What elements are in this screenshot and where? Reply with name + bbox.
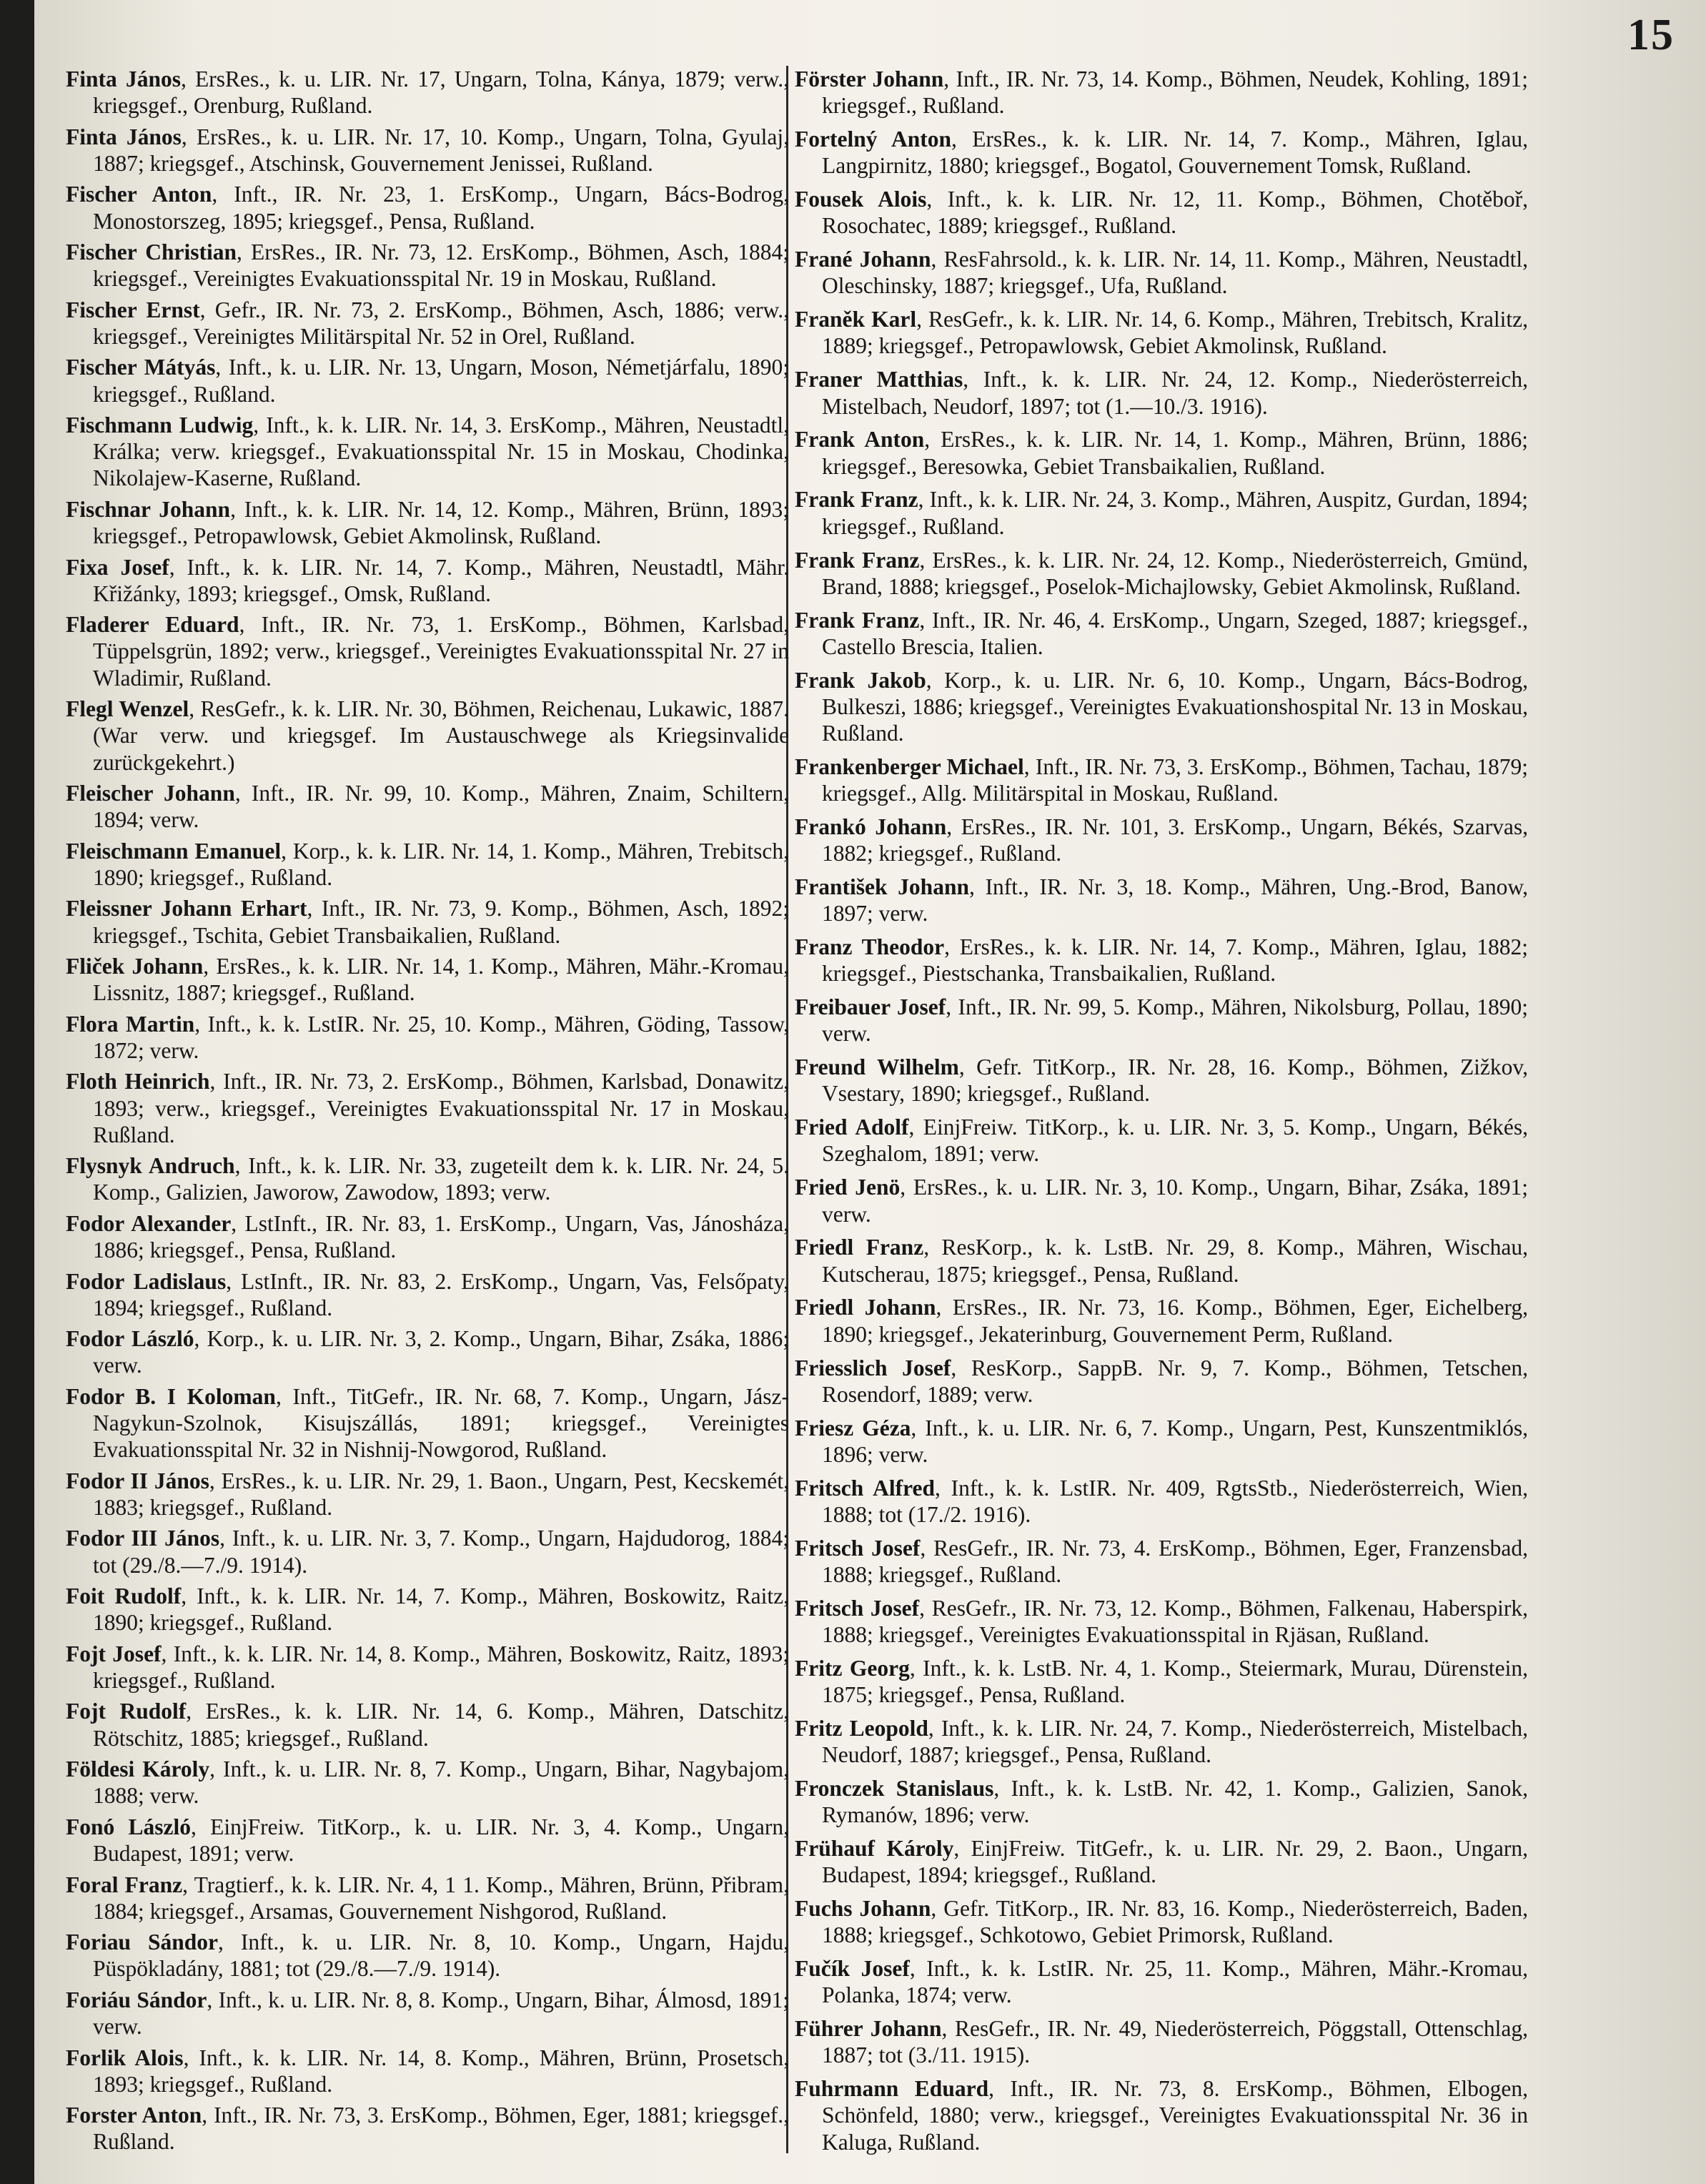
- entry-name: Flysnyk Andruch: [66, 1153, 235, 1179]
- list-entry: [66, 1268, 789, 1321]
- list-entry: [66, 1814, 789, 1867]
- list-entry: [795, 1054, 1528, 1107]
- entry-details: , ErsRes., k. u. LIR. Nr. 29, 1. Baon., Ungarn, Pest, Kecskemét, 1883; kriegsgef., Rußland.: [93, 1468, 790, 1520]
- list-entry: [795, 486, 1528, 539]
- entry-details: , Gefr., IR. Nr. 73, 2. ErsKomp., Böhmen, Asch, 1886; verw., kriegsgef., Vereinigtes Militärspital Nr. 52 in Orel, Rußland.: [93, 297, 789, 349]
- list-entry: [66, 66, 789, 119]
- list-entry: [795, 1835, 1528, 1888]
- entry-details: , Inft., IR. Nr. 73, 1. ErsKomp., Böhmen, Karlsbad, Tüppelsgrün, 1892; verw., kriegsgef., Vereinigtes Evakuationsspital Nr. 27 in Wladimir, Rußland.: [93, 612, 789, 691]
- list-entry: [795, 1234, 1528, 1287]
- list-entry: [66, 953, 789, 1006]
- entry-name: Frank Franz: [795, 487, 918, 513]
- entry-name: Fritsch Josef: [795, 1535, 921, 1561]
- entry-name: Fodor László: [66, 1326, 194, 1352]
- entry-details: , Inft., k. k. LstB. Nr. 4, 1. Komp., Steiermark, Murau, Dürenstein, 1875; kriegsgef., Pensa, Rußland.: [822, 1655, 1528, 1708]
- entry-name: Fodor Alexander: [66, 1210, 232, 1236]
- entry-details: , Gefr. TitKorp., IR. Nr. 83, 16. Komp., Niederösterreich, Baden, 1888; kriegsgef., Schkotowo, Gebiet Primorsk, Rußland.: [822, 1896, 1528, 1948]
- list-entry: [795, 66, 1528, 119]
- entry-name: Fojt Josef: [66, 1641, 162, 1666]
- entry-details: , Inft., TitGefr., IR. Nr. 68, 7. Komp., Ungarn, Jász-Nagykun-Szolnok, Kisujszállás, 1891; kriegsgef., Vereinigtes Evakuationsspital Nr. 32 in Nishnij-Nowgorod, Rußland.: [93, 1383, 790, 1463]
- entry-name: Forster Anton: [66, 2103, 202, 2128]
- list-entry: [795, 753, 1528, 806]
- entry-details: , ErsRes., IR. Nr. 73, 16. Komp., Böhmen, Eger, Eichelberg, 1890; kriegsgef., Jekaterinburg, Gouvernement Perm, Rußland.: [822, 1295, 1528, 1347]
- entry-name: Fischnar Johann: [66, 496, 231, 522]
- entry-name: Fortelný Anton: [795, 127, 952, 152]
- entry-details: , ErsRes., k. u. LIR. Nr. 17, Ungarn, Tolna, Kánya, 1879; verw., kriegsgef., Orenburg, Rußland.: [93, 66, 790, 119]
- entry-details: , Inft., k. k. LIR. Nr. 14, 8. Komp., Mähren, Brünn, Prosetsch, 1893; kriegsgef., Rußland.: [93, 2045, 789, 2097]
- list-entry: [795, 1535, 1528, 1588]
- list-entry: [66, 1641, 789, 1694]
- entry-details: , EinjFreiw. TitKorp., k. u. LIR. Nr. 3, 4. Komp., Ungarn, Budapest, 1891; verw.: [93, 1814, 789, 1867]
- entry-name: Fritz Leopold: [795, 1715, 928, 1741]
- entry-details: , ResFahrsold., k. k. LIR. Nr. 14, 11. Komp., Mähren, Neustadtl, Oleschinsky, 1887; kriegsgef., Ufa, Rußland.: [822, 247, 1529, 299]
- entry-details: , Inft., IR. Nr. 23, 1. ErsKomp., Ungarn, Bács-Bodrog, Monostorszeg, 1895; kriegsgef., Pensa, Rußland.: [93, 182, 789, 234]
- entry-details: , Inft., IR. Nr. 73, 3. ErsKomp., Böhmen, Tachau, 1879; kriegsgef., Allg. Militärspital in Moskau, Rußland.: [822, 753, 1528, 806]
- list-entry: [66, 895, 789, 948]
- entry-details: , ErsRes., k. k. LIR. Nr. 14, 1. Komp., Mähren, Mähr.-Kromau, Lissnitz, 1887; kriegsgef., Rußland.: [93, 954, 789, 1006]
- entry-details: , ErsRes., k. k. LIR. Nr. 14, 6. Komp., Mähren, Datschitz, Rötschitz, 1885; kriegsgef., Rußland.: [93, 1699, 789, 1751]
- entry-name: Földesi Károly: [66, 1756, 210, 1782]
- list-entry: [66, 1872, 789, 1924]
- entry-name: Fučík Josef: [795, 1956, 910, 1982]
- entry-details: , ResGefr., IR. Nr. 49, Niederösterreich, Pöggstall, Ottenschlag, 1887; tot (3./11. 1915).: [822, 2016, 1528, 2068]
- entry-details: , ResKorp., SappB. Nr. 9, 7. Komp., Böhmen, Tetschen, Rosendorf, 1889; verw.: [822, 1355, 1528, 1407]
- entry-details: , Inft., IR. Nr. 99, 10. Komp., Mähren, Znaim, Schiltern, 1894; verw.: [93, 781, 789, 833]
- list-entry: [795, 607, 1528, 660]
- entry-name: Fleissner Johann Erhart: [66, 896, 307, 921]
- list-entry: [795, 667, 1528, 747]
- entry-details: , Inft., k. u. LIR. Nr. 3, 7. Komp., Ungarn, Hajdudorog, 1884; tot (29./8.—7./9. 1914).: [93, 1526, 789, 1578]
- entry-details: , ErsRes., k. u. LIR. Nr. 3, 10. Komp., Ungarn, Bihar, Zsáka, 1891; verw.: [822, 1175, 1528, 1227]
- entry-details: , Tragtierf., k. k. LIR. Nr. 4, 1 1. Komp., Mähren, Brünn, Přibram, 1884; kriegsgef., Arsamas, Gouvernement Nishgorod, Rußland.: [93, 1872, 789, 1924]
- entry-details: , Inft., k. u. LIR. Nr. 8, 8. Komp., Ungarn, Bihar, Álmosd, 1891; verw.: [93, 1987, 789, 2040]
- entry-name: Fritz Georg: [795, 1655, 910, 1681]
- entry-details: , Inft., k. u. LIR. Nr. 6, 7. Komp., Ungarn, Pest, Kunszentmiklós, 1896; verw.: [822, 1415, 1528, 1467]
- entry-details: , Inft., k. k. LIR. Nr. 14, 12. Komp., Mähren, Brünn, 1893; kriegsgef., Petropawlowsk, Gebiet Akmolinsk, Rußland.: [93, 496, 789, 549]
- entry-name: Fischer Mátyás: [66, 355, 216, 380]
- list-entry: [66, 297, 789, 350]
- entry-name: Franz Theodor: [795, 934, 945, 960]
- entry-details: , ErsRes., IR. Nr. 73, 12. ErsKomp., Böhmen, Asch, 1884; kriegsgef., Vereinigtes Evakuationsspital Nr. 19 in Moskau, Rußland.: [93, 239, 789, 292]
- entry-details: , Korp., k. u. LIR. Nr. 6, 10. Komp., Ungarn, Bács-Bodrog, Bulkeszi, 1886; kriegsgef., Vereinigtes Evakuationshospital Nr. 13 in Moskau, Rußland.: [822, 667, 1528, 746]
- entry-details: , Inft., IR. Nr. 73, 3. ErsKomp., Böhmen, Eger, 1881; kriegsgef., Rußland.: [93, 2103, 789, 2155]
- entry-name: Fixa Josef: [66, 554, 169, 580]
- entry-name: Foral Franz: [66, 1872, 183, 1897]
- list-entry: [795, 1114, 1528, 1167]
- entry-name: Friesslich Josef: [795, 1355, 951, 1380]
- list-entry: [66, 554, 789, 607]
- entry-name: Fritsch Josef: [795, 1595, 920, 1621]
- entry-details: , Inft., IR. Nr. 99, 5. Komp., Mähren, Nikolsburg, Pollau, 1890; verw.: [822, 994, 1528, 1047]
- entry-name: Frank Franz: [795, 607, 920, 633]
- entry-details: , EinjFreiw. TitGefr., k. u. LIR. Nr. 29, 2. Baon., Ungarn, Budapest, 1894; kriegsgef., Rußland.: [822, 1836, 1528, 1888]
- list-entry: [795, 186, 1528, 239]
- entry-name: Frané Johann: [795, 247, 931, 272]
- list-entry: [795, 246, 1528, 299]
- list-entry: [795, 1294, 1528, 1347]
- list-entry: [795, 1715, 1528, 1768]
- list-entry: [66, 696, 789, 776]
- entry-name: Frank Anton: [795, 427, 925, 453]
- list-entry: [66, 181, 789, 234]
- entry-name: Fronczek Stanislaus: [795, 1775, 994, 1801]
- list-entry: [66, 1325, 789, 1378]
- entry-details: , Inft., k. k. LIR. Nr. 14, 7. Komp., Mähren, Boskowitz, Raitz, 1890; kriegsgef., Rußland.: [93, 1583, 789, 1636]
- list-entry: [795, 1174, 1528, 1227]
- entry-details: , Gefr. TitKorp., IR. Nr. 28, 16. Komp., Böhmen, Zižkov, Vsestary, 1890; kriegsgef., Rußland.: [822, 1054, 1528, 1107]
- entry-details: , ResGefr., k. k. LIR. Nr. 30, Böhmen, Reichenau, Lukawic, 1887. (War verw. und kriegsgef. Im Austauschwege als Kriegsinvalide zurückgekehrt.): [93, 696, 789, 775]
- entry-details: , Inft., k. k. LIR. Nr. 12, 11. Komp., Böhmen, Chotěboř, Rosochatec, 1889; kriegsgef., Rußland.: [822, 187, 1528, 239]
- entry-details: , ErsRes., k. k. LIR. Nr. 14, 7. Komp., Mähren, Iglau, 1882; kriegsgef., Piestschanka, Transbaikalien, Rußland.: [822, 934, 1528, 987]
- list-entry: [795, 1595, 1528, 1648]
- list-entry: [795, 994, 1528, 1047]
- entry-name: Flegl Wenzel: [66, 696, 189, 722]
- right-column: [795, 66, 1528, 2155]
- entry-name: Franěk Karl: [795, 307, 917, 332]
- list-entry: [66, 1011, 789, 1064]
- entry-details: , Inft., IR. Nr. 73, 9. Komp., Böhmen, Asch, 1892; kriegsgef., Tschita, Gebiet Transbaikalien, Rußland.: [93, 896, 789, 948]
- list-entry: [795, 366, 1528, 419]
- entry-details: , ResGefr., IR. Nr. 73, 4. ErsKomp., Böhmen, Eger, Franzensbad, 1888; kriegsgef., Rußland.: [822, 1535, 1528, 1587]
- entry-details: , Korp., k. k. LIR. Nr. 14, 1. Komp., Mähren, Trebitsch, 1890; kriegsgef., Rußland.: [93, 838, 789, 890]
- entry-details: , Inft., IR. Nr. 73, 14. Komp., Böhmen, Neudek, Kohling, 1891; kriegsgef., Rußland.: [822, 66, 1528, 119]
- entry-details: , Inft., k. k. LIR. Nr. 14, 3. ErsKomp., Mähren, Neustadtl, Králka; verw. kriegsgef., Evakuationsspital Nr. 15 in Moskau, Chodinka, Nikolajew-Kaserne, Rußland.: [93, 412, 789, 491]
- entry-name: Frank Jakob: [795, 667, 926, 693]
- entry-details: , Inft., IR. Nr. 73, 8. ErsKomp., Böhmen, Elbogen, Schönfeld, 1880; verw., kriegsgef., Vereinigtes Evakuationsspital Nr. 36 in Kaluga, Rußland.: [822, 2076, 1528, 2155]
- entry-details: , Inft., k. k. LIR. Nr. 24, 12. Komp., Niederösterreich, Mistelbach, Neudorf, 1897; tot (1.—10./3. 1916).: [822, 367, 1528, 419]
- list-entry: [66, 1468, 789, 1521]
- entry-details: , Inft., IR. Nr. 46, 4. ErsKomp., Ungarn, Szeged, 1887; kriegsgef., Castello Brescia, Italien.: [822, 607, 1528, 659]
- entry-name: Fodor Ladislaus: [66, 1268, 227, 1294]
- list-entry: [795, 547, 1528, 600]
- entry-name: Friedl Johann: [795, 1295, 936, 1320]
- entry-name: Freund Wilhelm: [795, 1054, 959, 1080]
- entry-name: Fuhrmann Eduard: [795, 2076, 989, 2102]
- list-entry: [66, 1210, 789, 1263]
- entry-name: Friedl Franz: [795, 1235, 924, 1260]
- entry-name: Flora Martin: [66, 1011, 195, 1037]
- left-column: [66, 66, 789, 2155]
- entry-details: , ErsRes., IR. Nr. 101, 3. ErsKomp., Ungarn, Békés, Szarvas, 1882; kriegsgef., Rußland.: [822, 814, 1529, 866]
- entry-details: , EinjFreiw. TitKorp., k. u. LIR. Nr. 3, 5. Komp., Ungarn, Békés, Szeghalom, 1891; verw.: [822, 1115, 1529, 1167]
- document-page: [34, 0, 1706, 2184]
- entry-name: Fleischmann Emanuel: [66, 838, 282, 864]
- entry-name: Fried Jenö: [795, 1175, 901, 1200]
- list-entry: [795, 1655, 1528, 1708]
- list-entry: [795, 1355, 1528, 1408]
- entry-name: Foriau Sándor: [66, 1929, 219, 1955]
- entry-details: , ErsRes., k. k. LIR. Nr. 14, 7. Komp., Mähren, Iglau, Langpirnitz, 1880; kriegsgef., Bogatol, Gouvernement Tomsk, Rußland.: [822, 127, 1528, 179]
- list-entry: [66, 1152, 789, 1205]
- entry-details: , Inft., k. k. LIR. Nr. 14, 8. Komp., Mähren, Boskowitz, Raitz, 1893; kriegsgef., Rußland.: [93, 1641, 789, 1694]
- list-entry: [795, 2075, 1528, 2155]
- list-entry: [66, 1068, 789, 1148]
- entry-name: Floth Heinrich: [66, 1069, 210, 1095]
- entry-name: Fodor II János: [66, 1468, 209, 1493]
- list-entry: [66, 780, 789, 833]
- entry-details: , Inft., k. k. LstIR. Nr. 409, RgtsStb., Niederösterreich, Wien, 1888; tot (17./2. 1916).: [822, 1475, 1528, 1527]
- entry-name: Franer Matthias: [795, 367, 963, 392]
- entry-details: , ErsRes., k. k. LIR. Nr. 14, 1. Komp., Mähren, Brünn, 1886; kriegsgef., Beresowka, Gebiet Transbaikalien, Rußland.: [822, 427, 1528, 479]
- entry-details: , Inft., IR. Nr. 73, 2. ErsKomp., Böhmen, Karlsbad, Donawitz, 1893; verw., kriegsgef., Vereinigtes Evakuationsspital Nr. 17 in Moskau, Rußland.: [93, 1069, 789, 1147]
- entry-name: Frühauf Károly: [795, 1836, 954, 1862]
- entry-name: Fojt Rudolf: [66, 1699, 187, 1724]
- entry-details: , Inft., k. k. LIR. Nr. 33, zugeteilt dem k. k. LIR. Nr. 24, 5. Komp., Galizien, Jaworow, Zawodow, 1893; verw.: [93, 1153, 789, 1205]
- list-entry: [795, 126, 1528, 179]
- entry-name: Fritsch Alfred: [795, 1475, 936, 1501]
- entry-details: , Inft., k. k. LstIR. Nr. 25, 11. Komp., Mähren, Mähr.-Kromau, Polanka, 1874; verw.: [822, 1956, 1528, 2008]
- list-entry: [66, 2045, 789, 2097]
- entry-name: František Johann: [795, 874, 969, 900]
- entry-name: Foriáu Sándor: [66, 1987, 207, 2012]
- entry-name: Fodor B. I Koloman: [66, 1383, 276, 1409]
- entry-details: , Inft., k. u. LIR. Nr. 8, 7. Komp., Ungarn, Bihar, Nagybajom, 1888; verw.: [93, 1756, 789, 1809]
- entry-name: Fried Adolf: [795, 1115, 909, 1140]
- entry-name: Fleischer Johann: [66, 781, 235, 806]
- list-entry: [66, 239, 789, 292]
- list-entry: [795, 934, 1528, 987]
- entry-details: , Inft., k. k. LIR. Nr. 14, 7. Komp., Mähren, Neustadtl, Mähr. Křižánky, 1893; kriegsgef., Omsk, Rußland.: [93, 554, 789, 606]
- entry-name: Fliček Johann: [66, 954, 204, 979]
- list-entry: [66, 1383, 789, 1463]
- list-entry: [66, 1756, 789, 1809]
- list-entry: [66, 838, 789, 891]
- entry-name: Freibauer Josef: [795, 994, 946, 1020]
- list-entry: [795, 2015, 1528, 2068]
- entry-details: , LstInft., IR. Nr. 83, 2. ErsKomp., Ungarn, Vas, Felsőpaty, 1894; kriegsgef., Rußland.: [93, 1268, 789, 1320]
- page-number: 15: [1627, 11, 1675, 59]
- entry-name: Fischer Christian: [66, 239, 237, 265]
- list-entry: [66, 496, 789, 549]
- list-entry: [66, 1987, 789, 2040]
- entry-name: Fladerer Eduard: [66, 612, 239, 638]
- list-entry: [795, 1955, 1528, 2008]
- list-entry: [66, 1583, 789, 1636]
- entry-details: , ErsRes., k. k. LIR. Nr. 24, 12. Komp., Niederösterreich, Gmünd, Brand, 1888; kriegsgef., Poselok-Michajlowsky, Gebiet Akmolinsk, Rußland.: [822, 547, 1528, 599]
- entry-name: Fonó László: [66, 1814, 192, 1839]
- entry-details: , Inft., k. k. LstIR. Nr. 25, 10. Komp., Mähren, Göding, Tassow, 1872; verw.: [93, 1011, 789, 1063]
- entry-name: Fuchs Johann: [795, 1896, 931, 1922]
- entry-name: Forlik Alois: [66, 2045, 184, 2070]
- entry-details: , ResGefr., k. k. LIR. Nr. 14, 6. Komp., Mähren, Trebitsch, Kralitz, 1889; kriegsgef., Petropawlowsk, Gebiet Akmolinsk, Rußland.: [822, 307, 1528, 359]
- entry-name: Frankó Johann: [795, 814, 947, 839]
- entry-name: Finta János: [66, 66, 181, 92]
- list-entry: [66, 2102, 789, 2155]
- list-entry: [795, 426, 1528, 479]
- entry-name: Foit Rudolf: [66, 1583, 182, 1609]
- entry-details: , Inft., k. k. LIR. Nr. 24, 3. Komp., Mähren, Auspitz, Gurdan, 1894; kriegsgef., Rußland.: [822, 487, 1528, 539]
- entry-name: Frank Franz: [795, 547, 920, 573]
- entry-name: Finta János: [66, 124, 182, 149]
- entry-details: , ErsRes., k. u. LIR. Nr. 17, 10. Komp., Ungarn, Tolna, Gyulaj, 1887; kriegsgef., Atschinsk, Gouvernement Jenissei, Rußland.: [93, 124, 789, 176]
- entry-details: , Inft., k. u. LIR. Nr. 13, Ungarn, Moson, Németjárfalu, 1890; kriegsgef., Rußland.: [93, 355, 790, 407]
- list-entry: [66, 1698, 789, 1751]
- entry-details: , Inft., k. k. LIR. Nr. 24, 7. Komp., Niederösterreich, Mistelbach, Neudorf, 1887; kriegsgef., Pensa, Rußland.: [822, 1715, 1529, 1768]
- entry-name: Fousek Alois: [795, 187, 927, 212]
- list-entry: [795, 1895, 1528, 1948]
- entry-name: Führer Johann: [795, 2016, 942, 2042]
- entry-details: , LstInft., IR. Nr. 83, 1. ErsKomp., Ungarn, Vas, Jánosháza, 1886; kriegsgef., Pensa, Rußland.: [93, 1210, 789, 1263]
- list-entry: [66, 1929, 789, 1982]
- list-entry: [795, 1775, 1528, 1828]
- list-entry: [66, 1525, 789, 1578]
- list-entry: [795, 874, 1528, 927]
- list-entry: [795, 1475, 1528, 1528]
- list-entry: [795, 814, 1528, 866]
- entry-details: , Inft., k. k. LstB. Nr. 42, 1. Komp., Galizien, Sanok, Rymanów, 1896; verw.: [822, 1775, 1528, 1828]
- entry-name: Friesz Géza: [795, 1415, 911, 1441]
- entry-name: Förster Johann: [795, 66, 944, 92]
- list-entry: [66, 611, 789, 691]
- list-entry: [66, 124, 789, 177]
- entry-name: Fodor III János: [66, 1526, 220, 1551]
- entry-name: Fischmann Ludwig: [66, 412, 254, 438]
- entry-details: , Inft., k. u. LIR. Nr. 8, 10. Komp., Ungarn, Hajdu, Püspökladány, 1881; tot (29./8.—7./9. 1914).: [93, 1929, 789, 1982]
- list-entry: [66, 412, 789, 492]
- entry-details: , ResGefr., IR. Nr. 73, 12. Komp., Böhmen, Falkenau, Haberspirk, 1888; kriegsgef., Vereinigtes Evakuationsspital in Rjäsan, Rußland.: [822, 1595, 1529, 1647]
- list-entry: [795, 1415, 1528, 1468]
- list-entry: [66, 354, 789, 407]
- entry-details: , Korp., k. u. LIR. Nr. 3, 2. Komp., Ungarn, Bihar, Zsáka, 1886; verw.: [93, 1326, 789, 1378]
- entry-name: Frankenberger Michael: [795, 753, 1024, 779]
- list-entry: [795, 306, 1528, 359]
- entry-name: Fischer Anton: [66, 182, 212, 207]
- entry-details: , Inft., IR. Nr. 3, 18. Komp., Mähren, Ung.-Brod, Banow, 1897; verw.: [822, 874, 1528, 927]
- entry-name: Fischer Ernst: [66, 297, 200, 322]
- entry-details: , ResKorp., k. k. LstB. Nr. 29, 8. Komp., Mähren, Wischau, Kutscherau, 1875; kriegsgef., Pensa, Rußland.: [822, 1235, 1528, 1287]
